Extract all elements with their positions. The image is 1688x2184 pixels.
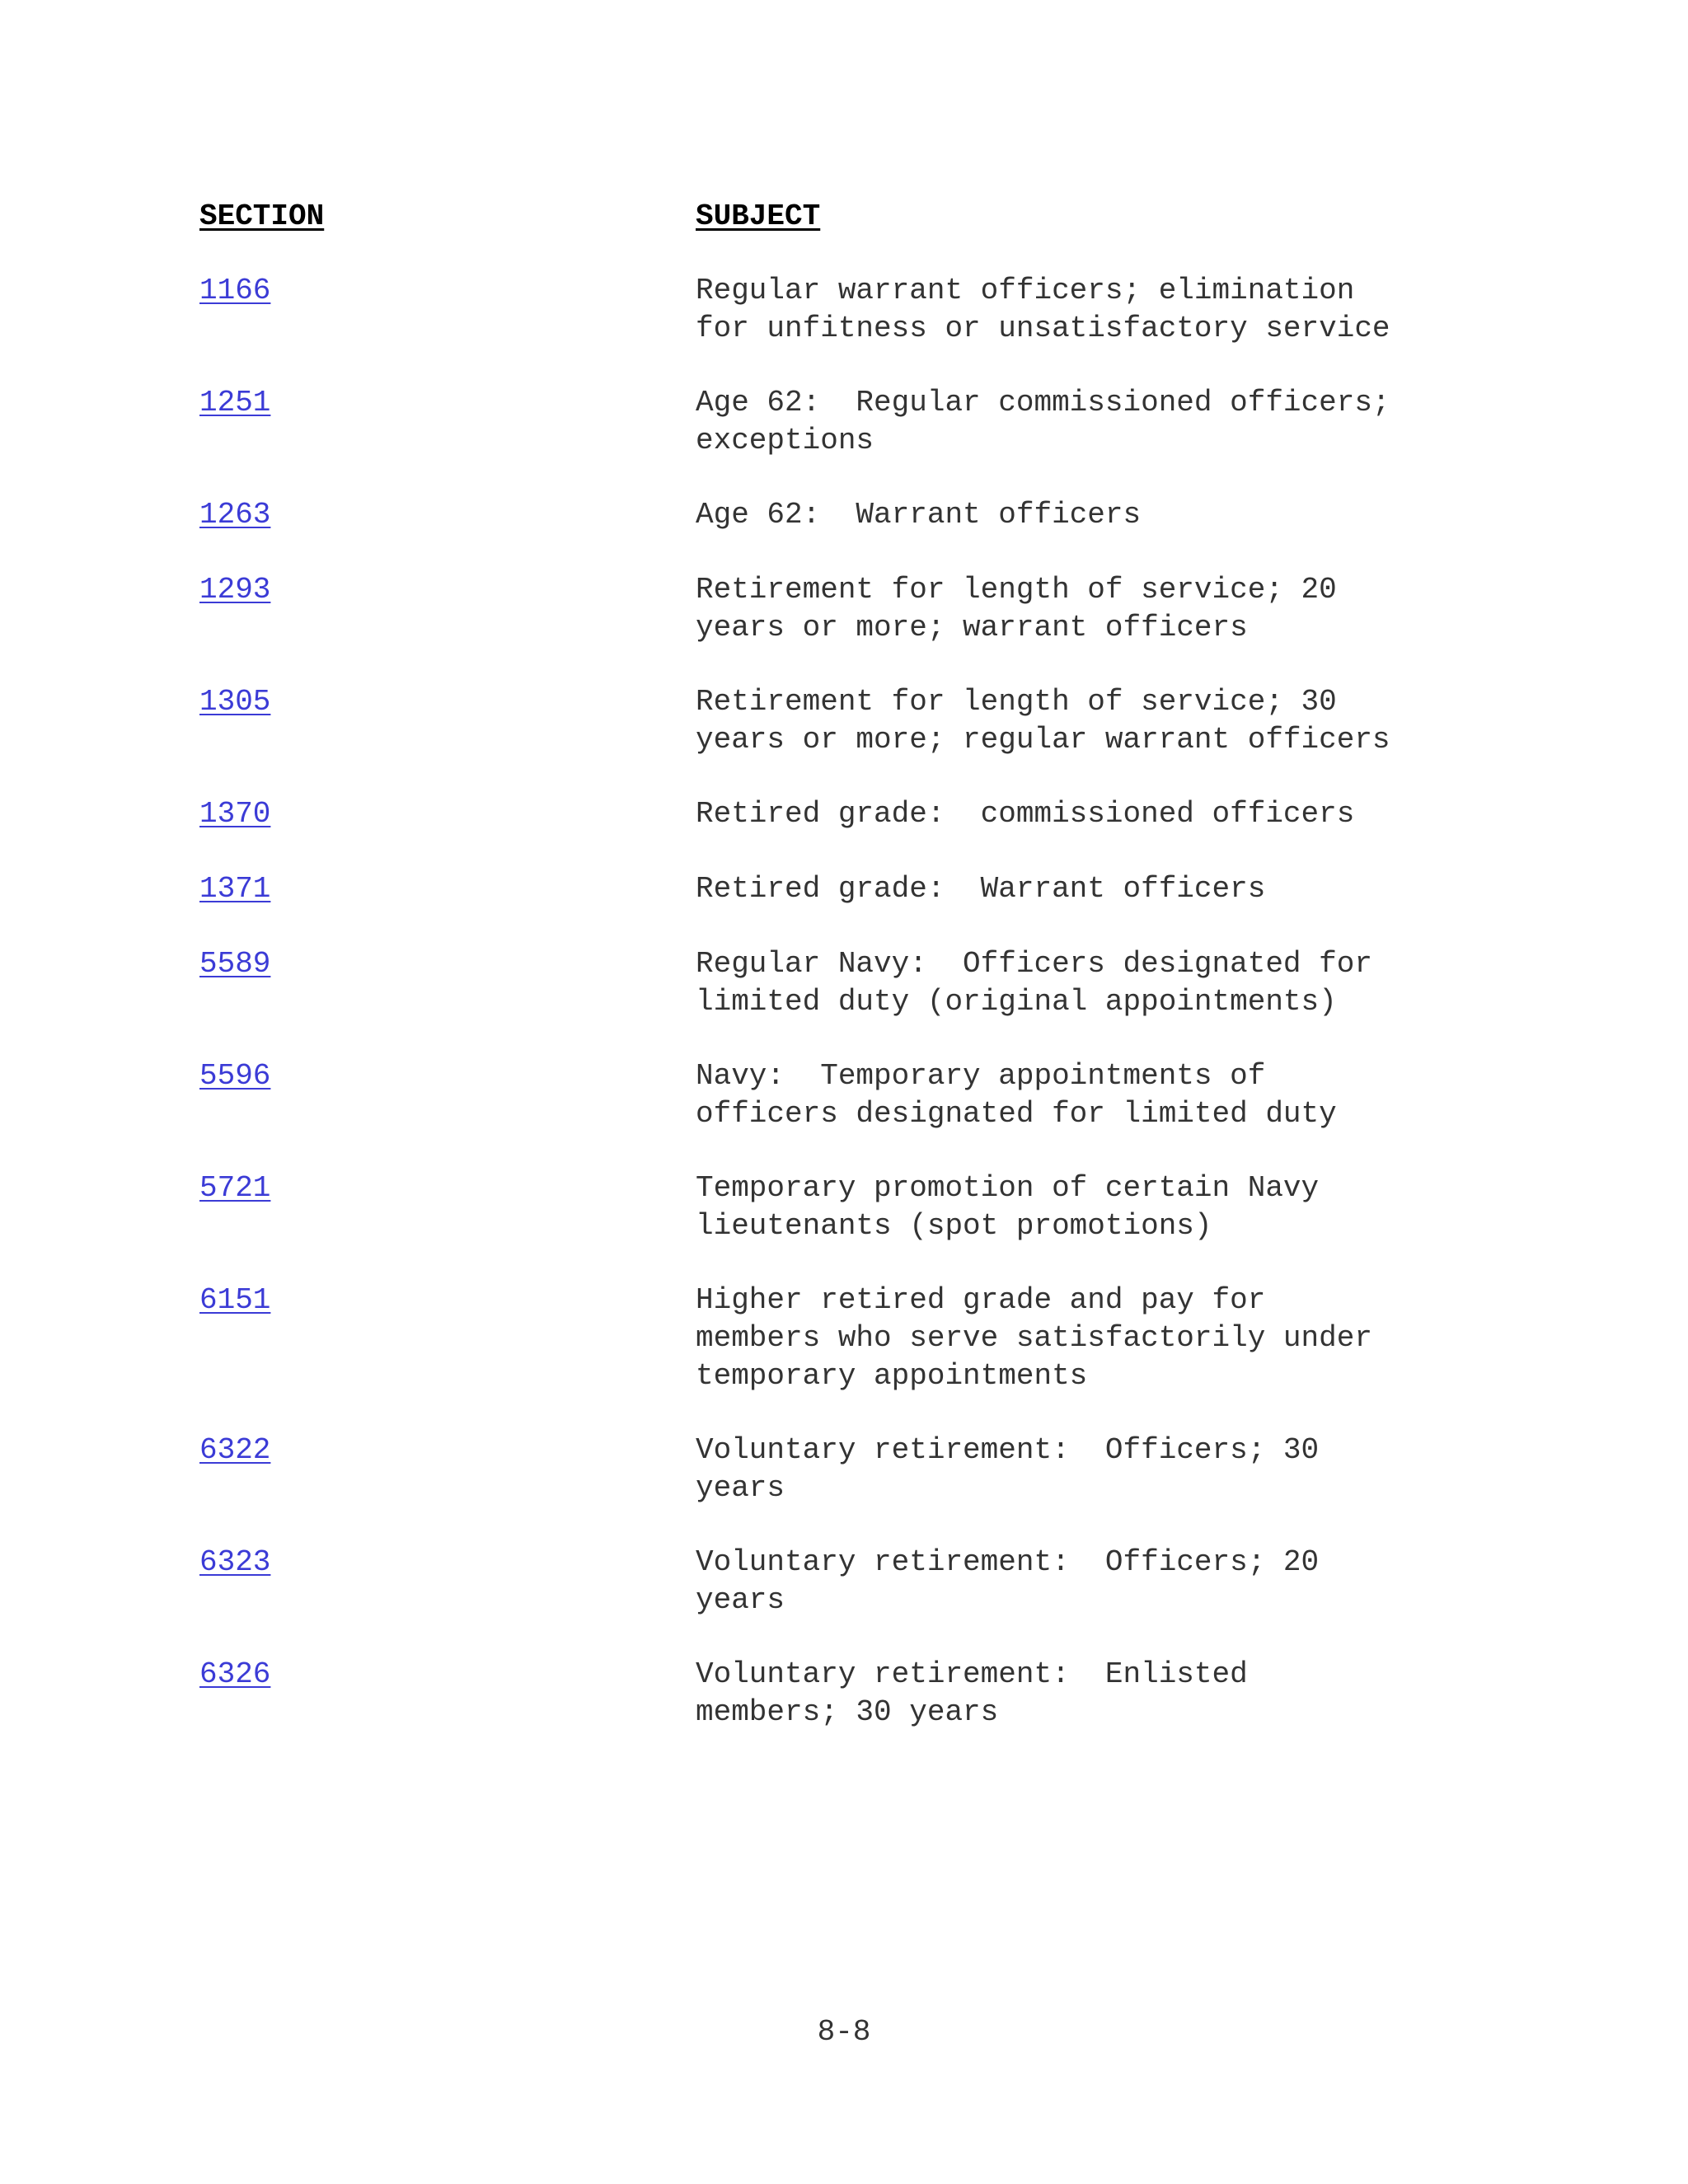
subject-text [696, 683, 1553, 759]
subject-line: Age 62: Warrant officers [696, 498, 1142, 532]
subject-text [696, 1656, 1553, 1732]
subject-line: years [696, 1471, 785, 1505]
subject-line: lieutenants (spot promotions) [696, 1209, 1212, 1243]
subject-line: Higher retired grade and pay for [696, 1283, 1266, 1317]
subject-text [696, 272, 1553, 348]
subject-line: temporary appointments [696, 1359, 1088, 1393]
subject-column-header: SUBJECT [696, 199, 821, 233]
subject-line: Retirement for length of service; 20 [696, 573, 1337, 607]
section-link[interactable]: 1305 [199, 685, 271, 719]
section-link[interactable]: 1251 [199, 386, 271, 419]
subject-line: limited duty (original appointments) [696, 985, 1337, 1019]
subject-line: members who serve satisfactorily under [696, 1321, 1372, 1355]
subject-line: Navy: Temporary appointments of [696, 1059, 1266, 1093]
section-link[interactable]: 6322 [199, 1433, 271, 1467]
subject-text [696, 1544, 1553, 1619]
subject-text [696, 1282, 1553, 1395]
subject-text [696, 945, 1553, 1021]
section-link[interactable]: 1371 [199, 872, 271, 906]
subject-line: Age 62: Regular commissioned officers; [696, 386, 1390, 419]
subject-text [696, 1169, 1553, 1245]
subject-line: years or more; regular warrant officers [696, 723, 1390, 757]
subject-line: for unfitness or unsatisfactory service [696, 312, 1390, 345]
subject-text [696, 870, 1553, 908]
subject-line: Voluntary retirement: Officers; 20 [696, 1545, 1320, 1579]
subject-line: Temporary promotion of certain Navy [696, 1171, 1320, 1205]
subject-line: Regular Navy: Officers designated for [696, 947, 1372, 981]
subject-line: years or more; warrant officers [696, 611, 1248, 644]
section-link[interactable]: 1166 [199, 274, 271, 307]
subject-text [696, 1432, 1553, 1507]
section-link[interactable]: 1293 [199, 573, 271, 607]
section-link[interactable]: 1370 [199, 797, 271, 831]
section-link[interactable]: 6151 [199, 1283, 271, 1317]
subject-line: years [696, 1583, 785, 1617]
section-link[interactable]: 6323 [199, 1545, 271, 1579]
subject-line: members; 30 years [696, 1695, 999, 1729]
subject-text [696, 571, 1553, 647]
section-link[interactable]: 1263 [199, 498, 271, 532]
subject-line: Regular warrant officers; elimination [696, 274, 1355, 307]
subject-text [696, 384, 1553, 460]
subject-line: Retirement for length of service; 30 [696, 685, 1337, 719]
subject-text [696, 795, 1553, 833]
table-header [0, 196, 1688, 237]
subject-line: Retired grade: commissioned officers [696, 797, 1355, 831]
section-link[interactable]: 5589 [199, 947, 271, 981]
section-link[interactable]: 6326 [199, 1657, 271, 1691]
subject-line: Voluntary retirement: Enlisted [696, 1657, 1248, 1691]
subject-line: exceptions [696, 424, 874, 457]
subject-line: Voluntary retirement: Officers; 30 [696, 1433, 1320, 1467]
subject-line: officers designated for limited duty [696, 1097, 1337, 1131]
subject-text [696, 1057, 1553, 1133]
subject-text [696, 496, 1553, 534]
section-link[interactable]: 5721 [199, 1171, 271, 1205]
subject-line: Retired grade: Warrant officers [696, 872, 1266, 906]
section-link[interactable]: 5596 [199, 1059, 271, 1093]
page-number: 8-8 [817, 2015, 871, 2049]
section-column-header: SECTION [199, 199, 325, 233]
